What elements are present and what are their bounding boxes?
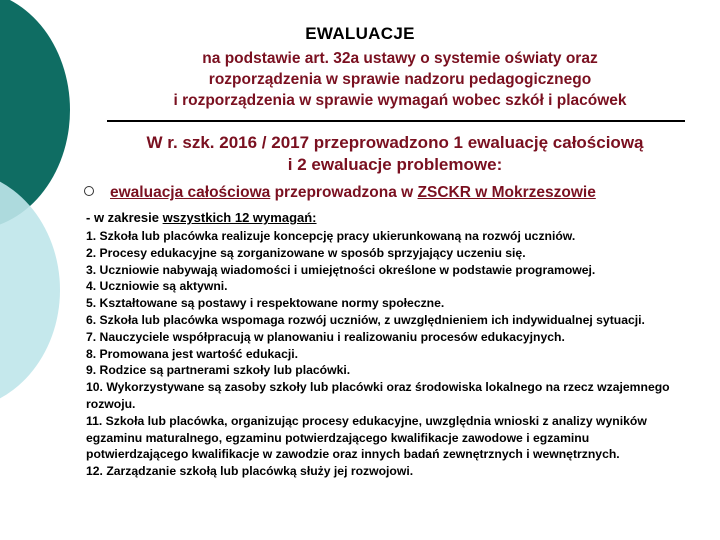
requirement-item: 7. Nauczyciele współpracują w planowaniu i realizowaniu procesów edukacyjnych. (86, 329, 565, 344)
scope-underlined: wszystkich 12 wymagań: (162, 210, 317, 225)
evaluation-type: ewaluacja całościowa (110, 184, 271, 201)
requirement-item: 8. Promowana jest wartość edukacji. (86, 346, 299, 361)
subtitle-line-1: na podstawie art. 32a ustawy o systemie oświaty oraz (202, 50, 598, 67)
divider-line (107, 120, 685, 122)
scope-line (86, 210, 317, 225)
requirements-list (86, 228, 686, 480)
requirement-item: 4. Uczniowie są aktywni. (86, 279, 228, 294)
intro-line-2: i 2 ewaluacje problemowe: (287, 155, 503, 174)
requirement-item: 2. Procesy edukacyjne są zorganizowane w sposób sprzyjający uczeniu się. (86, 245, 526, 260)
requirement-item: 1. Szkoła lub placówka realizuje koncepcję pracy ukierunkowaną na rozwój uczniów. (86, 229, 576, 243)
subtitle-line-3: i rozporządzenia w sprawie wymagań wobec szkół i placówek (173, 92, 627, 109)
intro-heading (90, 132, 700, 176)
requirement-item: 3. Uczniowie nabywają wiadomości i umiejętności określone w podstawie programowej. (86, 262, 596, 277)
requirement-item: 5. Kształtowane są postawy i respektowane normy społeczne. (86, 296, 445, 311)
slide-title: EWALUACJE (305, 24, 415, 43)
slide-subtitle (120, 48, 680, 111)
requirement-item: 11. Szkoła lub placówka, organizując procesy edukacyjne, uwzględnia wnioski z analizy wyników egzaminu maturalnego, egzaminu potwierdzającego kwalifikacje zawodowe i egzaminu potwierdzającego kwalifikacje w zawodzie oraz innych badań zewnętrznych i wewnętrznych. (86, 413, 647, 462)
requirement-item: 10. Wykorzystywane są zasoby szkoły lub placówki oraz środowiska lokalnego na rzecz wzajemnego rozwoju. (86, 380, 670, 411)
light-blue-circle (0, 170, 60, 410)
intro-line-1: W r. szk. 2016 / 2017 przeprowadzono 1 ewaluację całościową (146, 133, 644, 152)
requirement-item: 6. Szkoła lub placówka wspomaga rozwój uczniów, z uwzględnieniem ich indywidualnej sytuacji. (86, 312, 645, 327)
scope-prefix: - w zakresie (86, 210, 163, 225)
subtitle-line-2: rozporządzenia w sprawie nadzoru pedagogicznego (208, 71, 592, 88)
hollow-circle-bullet-icon (84, 186, 94, 196)
requirement-item: 9. Rodzice są partnerami szkoły lub placówki. (86, 363, 351, 378)
requirement-item: 12. Zarządzanie szkołą lub placówką służy jej rozwojowi. (86, 464, 414, 479)
evaluation-connector: przeprowadzona w (270, 184, 418, 201)
school-name: ZSCKR w Mokrzeszowie (417, 184, 596, 201)
evaluation-bullet (84, 184, 709, 202)
decorative-circles (0, 0, 80, 540)
